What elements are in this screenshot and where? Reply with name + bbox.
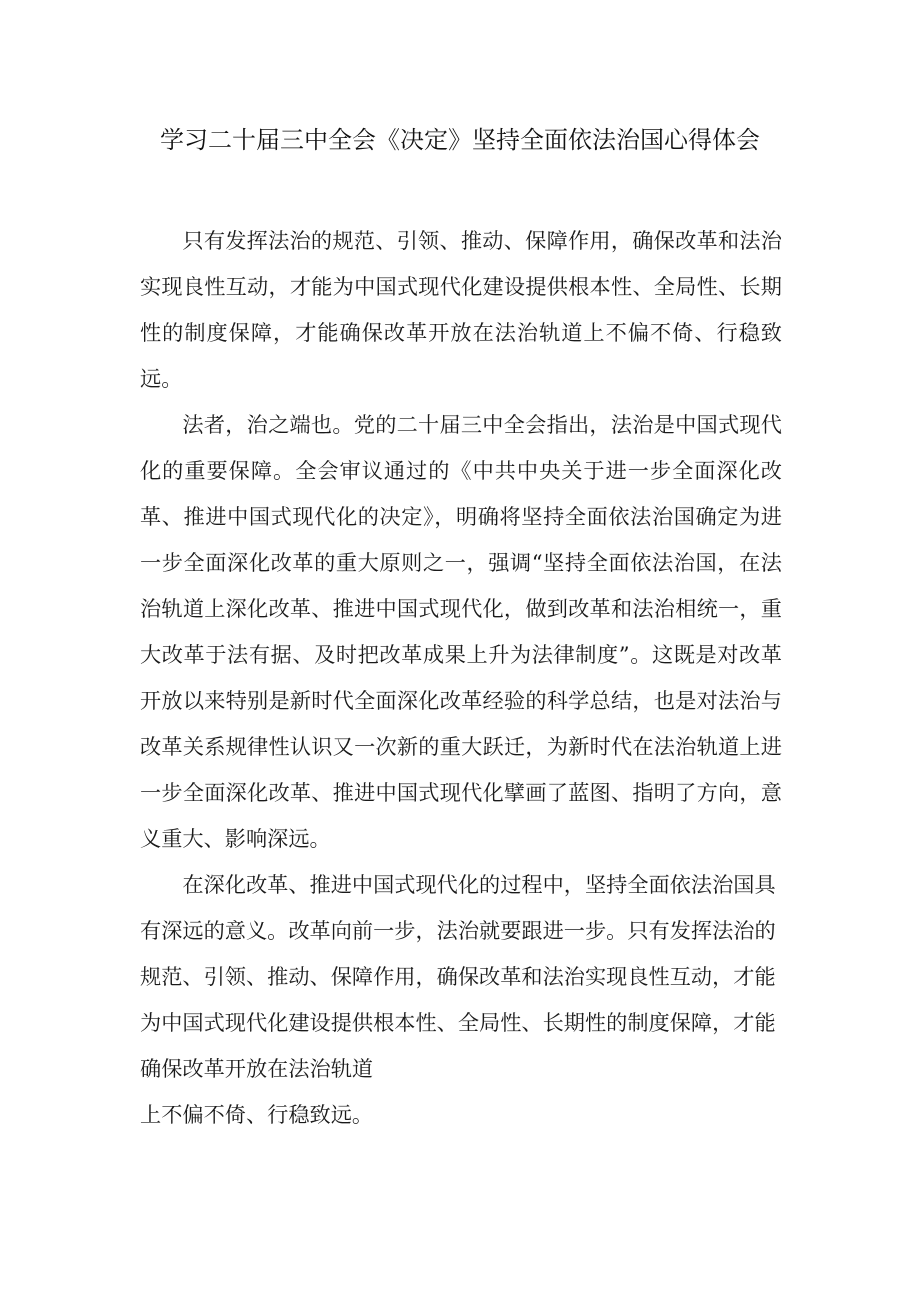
paragraph-3 <box>140 862 782 1138</box>
paragraph-3-tail: 上不偏不倚、行稳致远。 <box>140 1102 374 1127</box>
paragraph-3-head: 在深化改革、推进中国式现代化的过程中，坚持全面依法治国具有深远的意义。改革向前一步，法治就要跟进一步。只有发挥法治的规范、引领、推动、保障作用，确保改革和法治实现良性互动，才能为中国式现代化建设提供根本性、全局性、长期性的制度保障，才能确保改革开放在法治轨道 <box>140 872 776 1081</box>
paragraph-2: 法者，治之端也。党的二十届三中全会指出，法治是中国式现代化的重要保障。全会审议通过的《中共中央关于进一步全面深化改革、推进中国式现代化的决定》，明确将坚持全面依法治国确定为进一步全面深化改革的重大原则之一，强调“坚持全面依法治国，在法治轨道上深化改革、推进中国式现代化，做到改革和法治相统一，重大改革于法有据、及时把改革成果上升为法律制度”。这既是对改革开放以来特别是新时代全面深化改革经验的科学总结，也是对法治与改革关系规律性认识又一次新的重大跃迁，为新时代在法治轨道上进一步全面深化改革、推进中国式现代化擘画了蓝图、指明了方向，意义重大、影响深远。 <box>140 412 782 851</box>
paragraph-1: 只有发挥法治的规范、引领、推动、保障作用，确保改革和法治实现良性互动，才能为中国式现代化建设提供根本性、全局性、长期性的制度保障，才能确保改革开放在法治轨道上不偏不倚、行稳致远。 <box>140 228 782 391</box>
document-body <box>140 218 782 1138</box>
document-title: 学习二十届三中全会《决定》坚持全面依法治国心得体会 <box>160 126 760 154</box>
